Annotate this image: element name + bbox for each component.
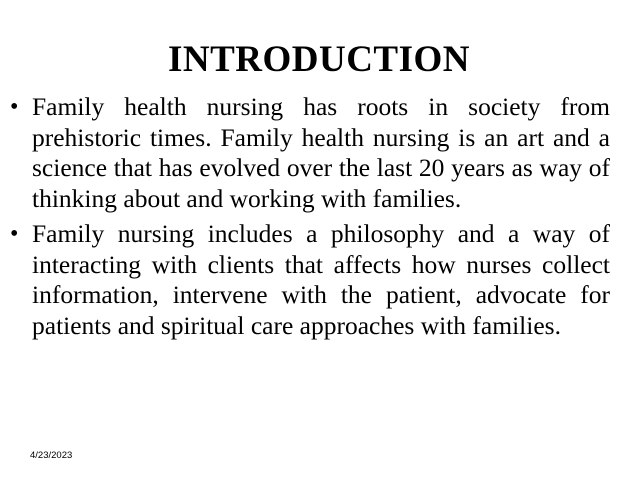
bullet-item xyxy=(10,219,610,341)
bullet-list xyxy=(10,92,610,346)
slide-date: 4/23/2023 xyxy=(30,450,73,461)
slide-title: INTRODUCTION xyxy=(167,39,471,80)
bullet-text: Family health nursing has roots in society from prehistoric times. Family health nursing is an art and a science that has evolved over the last 20 years as way of thinking about and working with families. xyxy=(32,92,610,213)
bullet-item xyxy=(10,92,610,214)
bullet-marker: • xyxy=(10,221,19,247)
bullet-text: Family nursing includes a philosophy and a way of interacting with clients that affects how nurses collect information, intervene with the patient, advocate for patients and spiritual care approaches with families. xyxy=(32,219,610,340)
bullet-marker: • xyxy=(10,94,19,120)
